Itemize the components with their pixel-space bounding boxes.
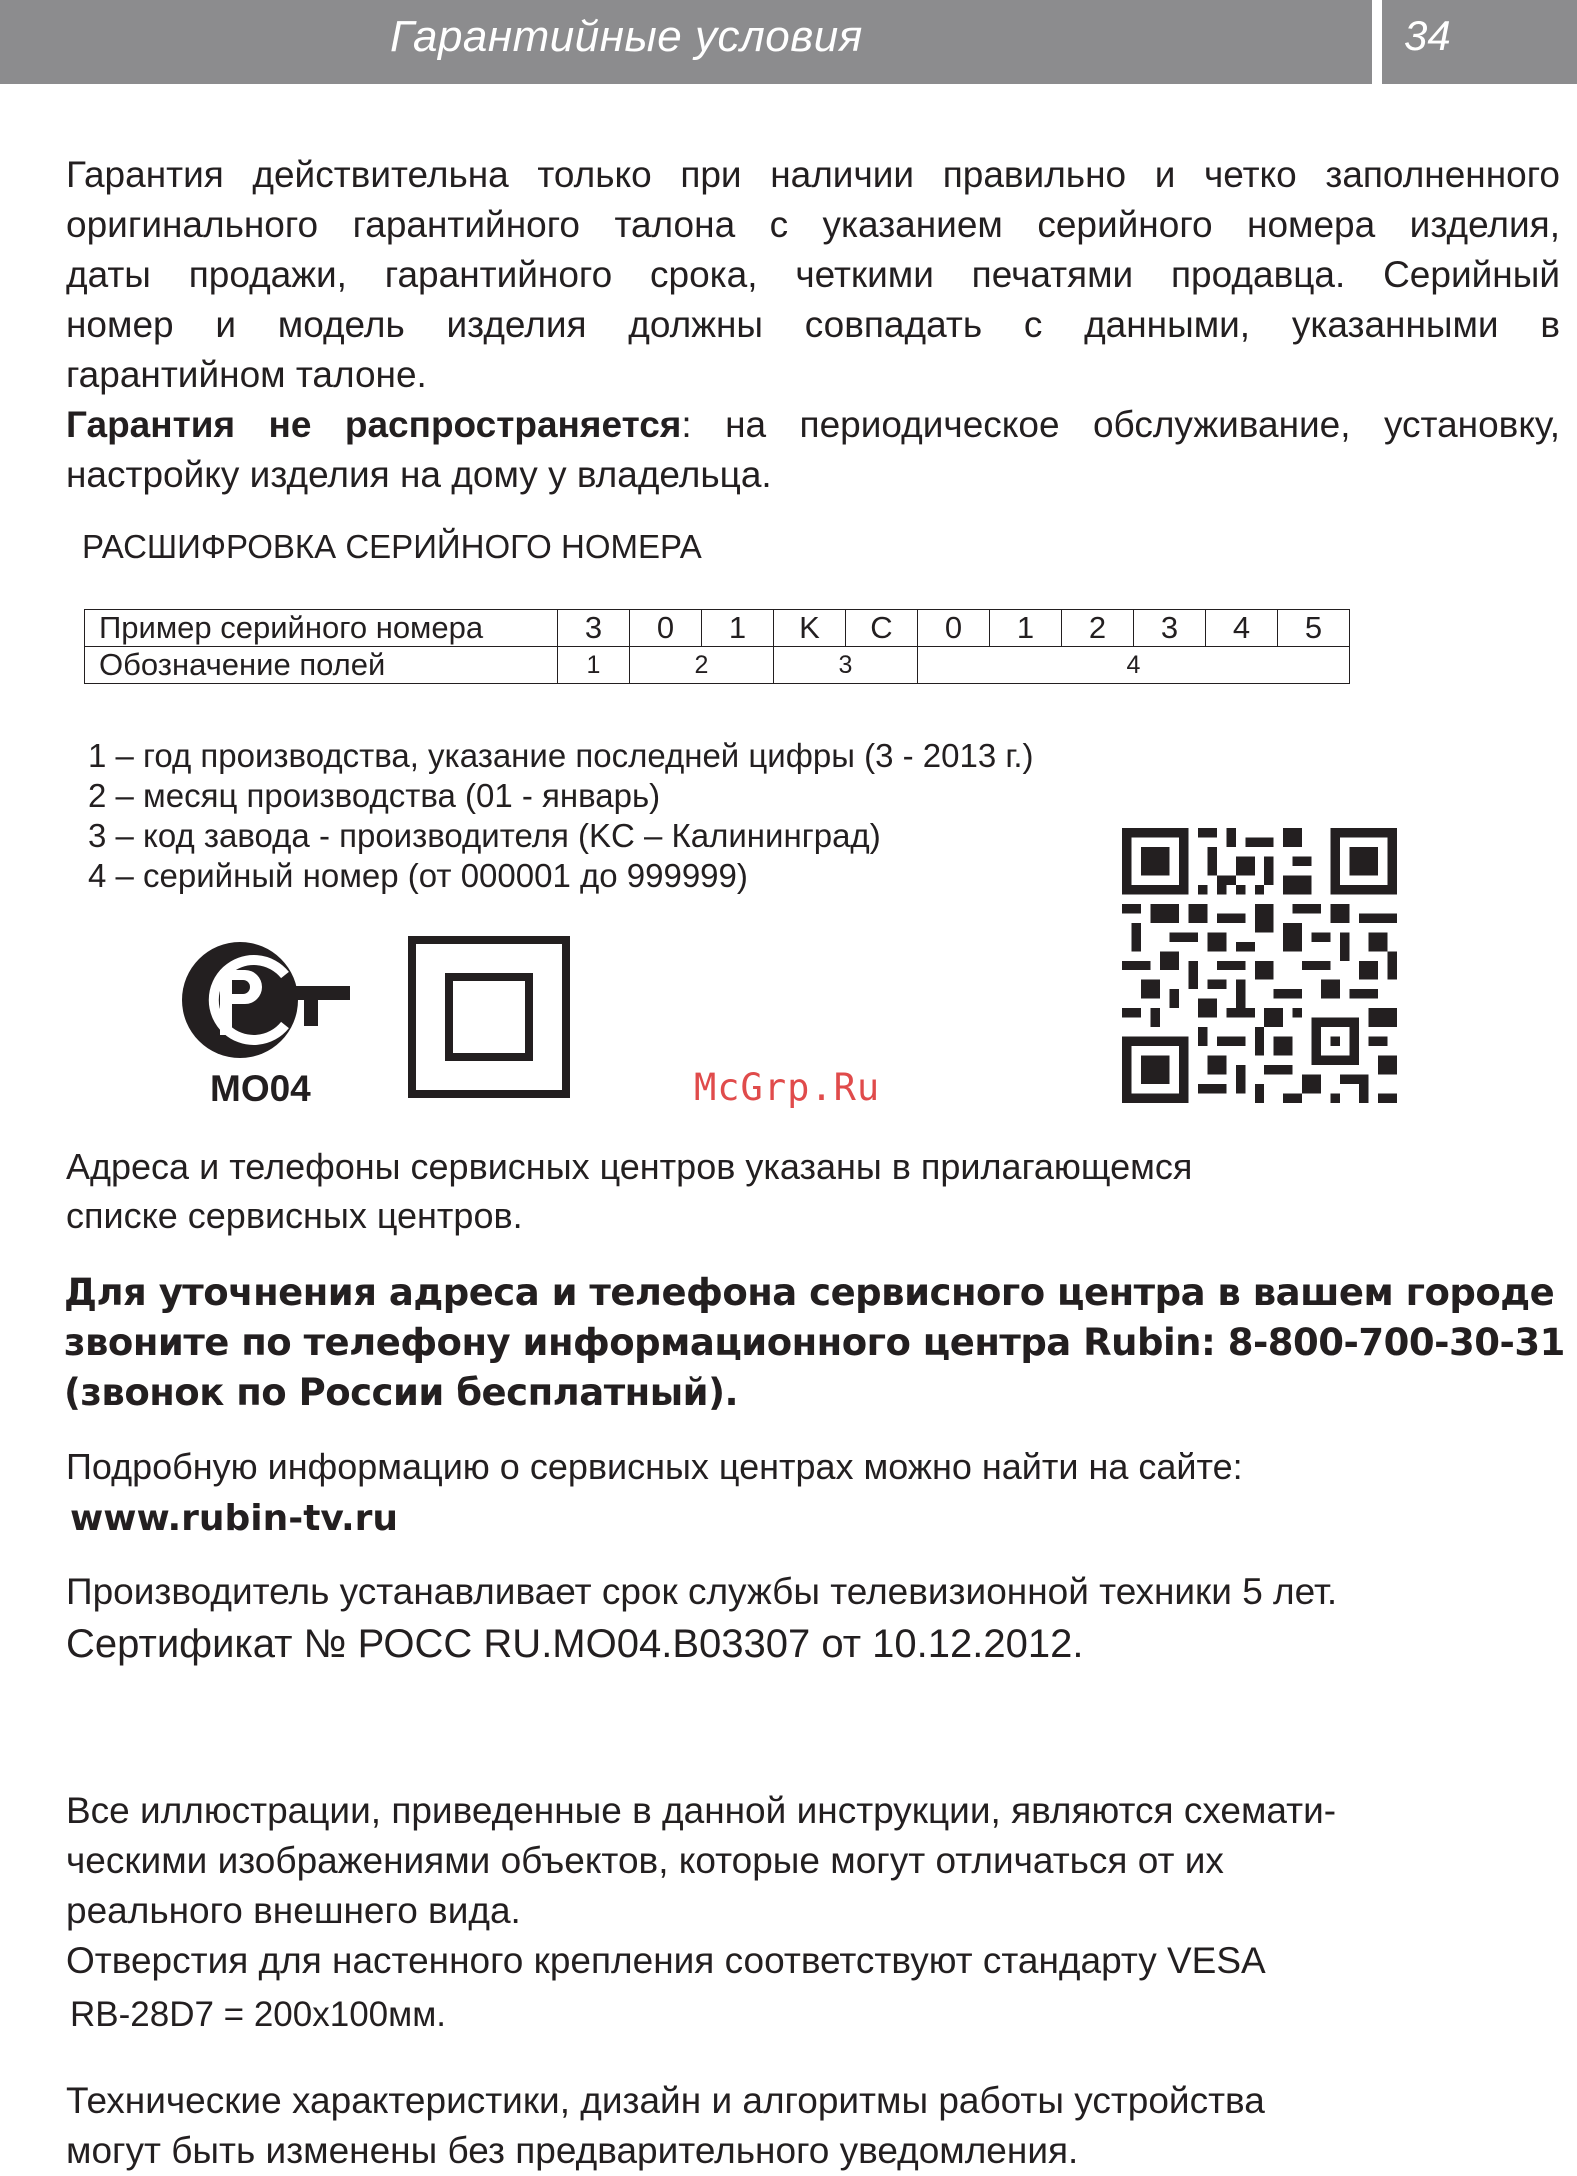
illustrations-line: реального внешнего вида. xyxy=(66,1890,521,1931)
specs-line: Технические характеристики, дизайн и алгоритмы работы устройства xyxy=(66,2080,1265,2121)
legend-item: 3 – код завода - производителя (KC – Калининград) xyxy=(88,817,881,854)
website-url: www.rubin-tv.ru xyxy=(70,1498,399,1539)
exclusion-line-2: настройку изделия на дому у владельца. xyxy=(66,454,772,495)
serial-char: 3 xyxy=(1134,610,1206,647)
service-addresses xyxy=(66,1142,1560,1240)
example-label: Пример серийного номера xyxy=(85,610,558,647)
pct-certification-logo-icon xyxy=(180,940,352,1060)
certificate-text: Сертификат № РОСС RU.MO04.B03307 от 10.12.2012. xyxy=(66,1622,1084,1666)
serial-decode-title: РАСШИФРОВКА СЕРИЙНОГО НОМЕРА xyxy=(82,528,702,565)
illustrations-note xyxy=(66,1786,1560,1986)
page-number: 34 xyxy=(1404,12,1451,59)
legend-item: 2 – месяц производства (01 - январь) xyxy=(88,777,661,814)
serial-char: K xyxy=(774,610,846,647)
serial-number-table xyxy=(84,609,1350,684)
field-number: 2 xyxy=(630,647,774,684)
table-row xyxy=(85,610,1350,647)
serial-legend xyxy=(88,736,1034,896)
serial-char: 3 xyxy=(558,610,630,647)
serial-char: C xyxy=(846,610,918,647)
hotline-info xyxy=(64,1268,1565,1418)
warranty-line: Гарантия действительна только при наличии правильно и четко заполненного xyxy=(66,154,1560,195)
exclusion-line xyxy=(66,400,1560,450)
legend-item: 1 – год производства, указание последней цифры (3 - 2013 г.) xyxy=(88,737,1034,774)
page-title: Гарантийные условия xyxy=(390,12,863,61)
watermark: McGrp.Ru xyxy=(694,1066,881,1109)
exclusion-text: : на периодическое обслуживание, установку, xyxy=(681,404,1560,445)
lifetime-text: Производитель устанавливает срок службы телевизионной техники 5 лет. xyxy=(66,1571,1338,1612)
field-number: 3 xyxy=(774,647,918,684)
qr-code-icon xyxy=(1122,828,1397,1103)
serial-char: 0 xyxy=(630,610,702,647)
double-insulation-icon xyxy=(408,936,570,1098)
serial-char: 4 xyxy=(1206,610,1278,647)
page-number-box xyxy=(1382,0,1577,84)
serial-char: 1 xyxy=(702,610,774,647)
service-line: списке сервисных центров. xyxy=(66,1195,523,1236)
serial-char: 2 xyxy=(1062,610,1134,647)
hotline-line: (звонок по России бесплатный). xyxy=(64,1371,739,1414)
service-line: Адреса и телефоны сервисных центров указаны в прилагающемся xyxy=(66,1146,1193,1187)
warranty-paragraph xyxy=(66,150,1560,500)
serial-char: 1 xyxy=(990,610,1062,647)
field-number: 4 xyxy=(918,647,1350,684)
legend-item: 4 – серийный номер (от 000001 до 999999) xyxy=(88,857,748,894)
certification-code: MO04 xyxy=(210,1068,311,1109)
hotline-phone: 8-800-700-30-31 xyxy=(1227,1321,1565,1364)
specs-line: могут быть изменены без предварительного уведомления. xyxy=(66,2130,1079,2171)
table-row xyxy=(85,647,1350,684)
site-text: Подробную информацию о сервисных центрах можно найти на сайте: xyxy=(66,1446,1243,1487)
illustrations-line: ческими изображениями объектов, которые могут отличаться от их xyxy=(66,1840,1224,1881)
warranty-line: номер и модель изделия должны совпадать с данными, указанными в xyxy=(66,304,1560,345)
hotline-line: Для уточнения адреса и телефона сервисного центра в вашем городе xyxy=(64,1271,1555,1314)
fields-label: Обозначение полей xyxy=(85,647,558,684)
warranty-line: гарантийном талоне. xyxy=(66,354,427,395)
vesa-spec: RB-28D7 = 200x100мм. xyxy=(70,1995,446,2034)
warranty-line: даты продажи, гарантийного срока, четкими печатями продавца. Серийный xyxy=(66,254,1560,295)
exclusion-heading: Гарантия не распространяется xyxy=(66,404,682,445)
specs-note xyxy=(66,2076,1560,2176)
warranty-line: оригинального гарантийного талона с указанием серийного номера изделия, xyxy=(66,204,1560,245)
serial-char: 0 xyxy=(918,610,990,647)
hotline-text: звоните по телефону информационного центра Rubin: xyxy=(64,1321,1216,1364)
field-number: 1 xyxy=(558,647,630,684)
hotline-line xyxy=(64,1318,1565,1368)
serial-char: 5 xyxy=(1278,610,1350,647)
illustrations-line: Все иллюстрации, приведенные в данной инструкции, являются схемати- xyxy=(66,1790,1337,1831)
illustrations-line: Отверстия для настенного крепления соответствуют стандарту VESA xyxy=(66,1940,1266,1981)
header-bar xyxy=(0,0,1372,84)
